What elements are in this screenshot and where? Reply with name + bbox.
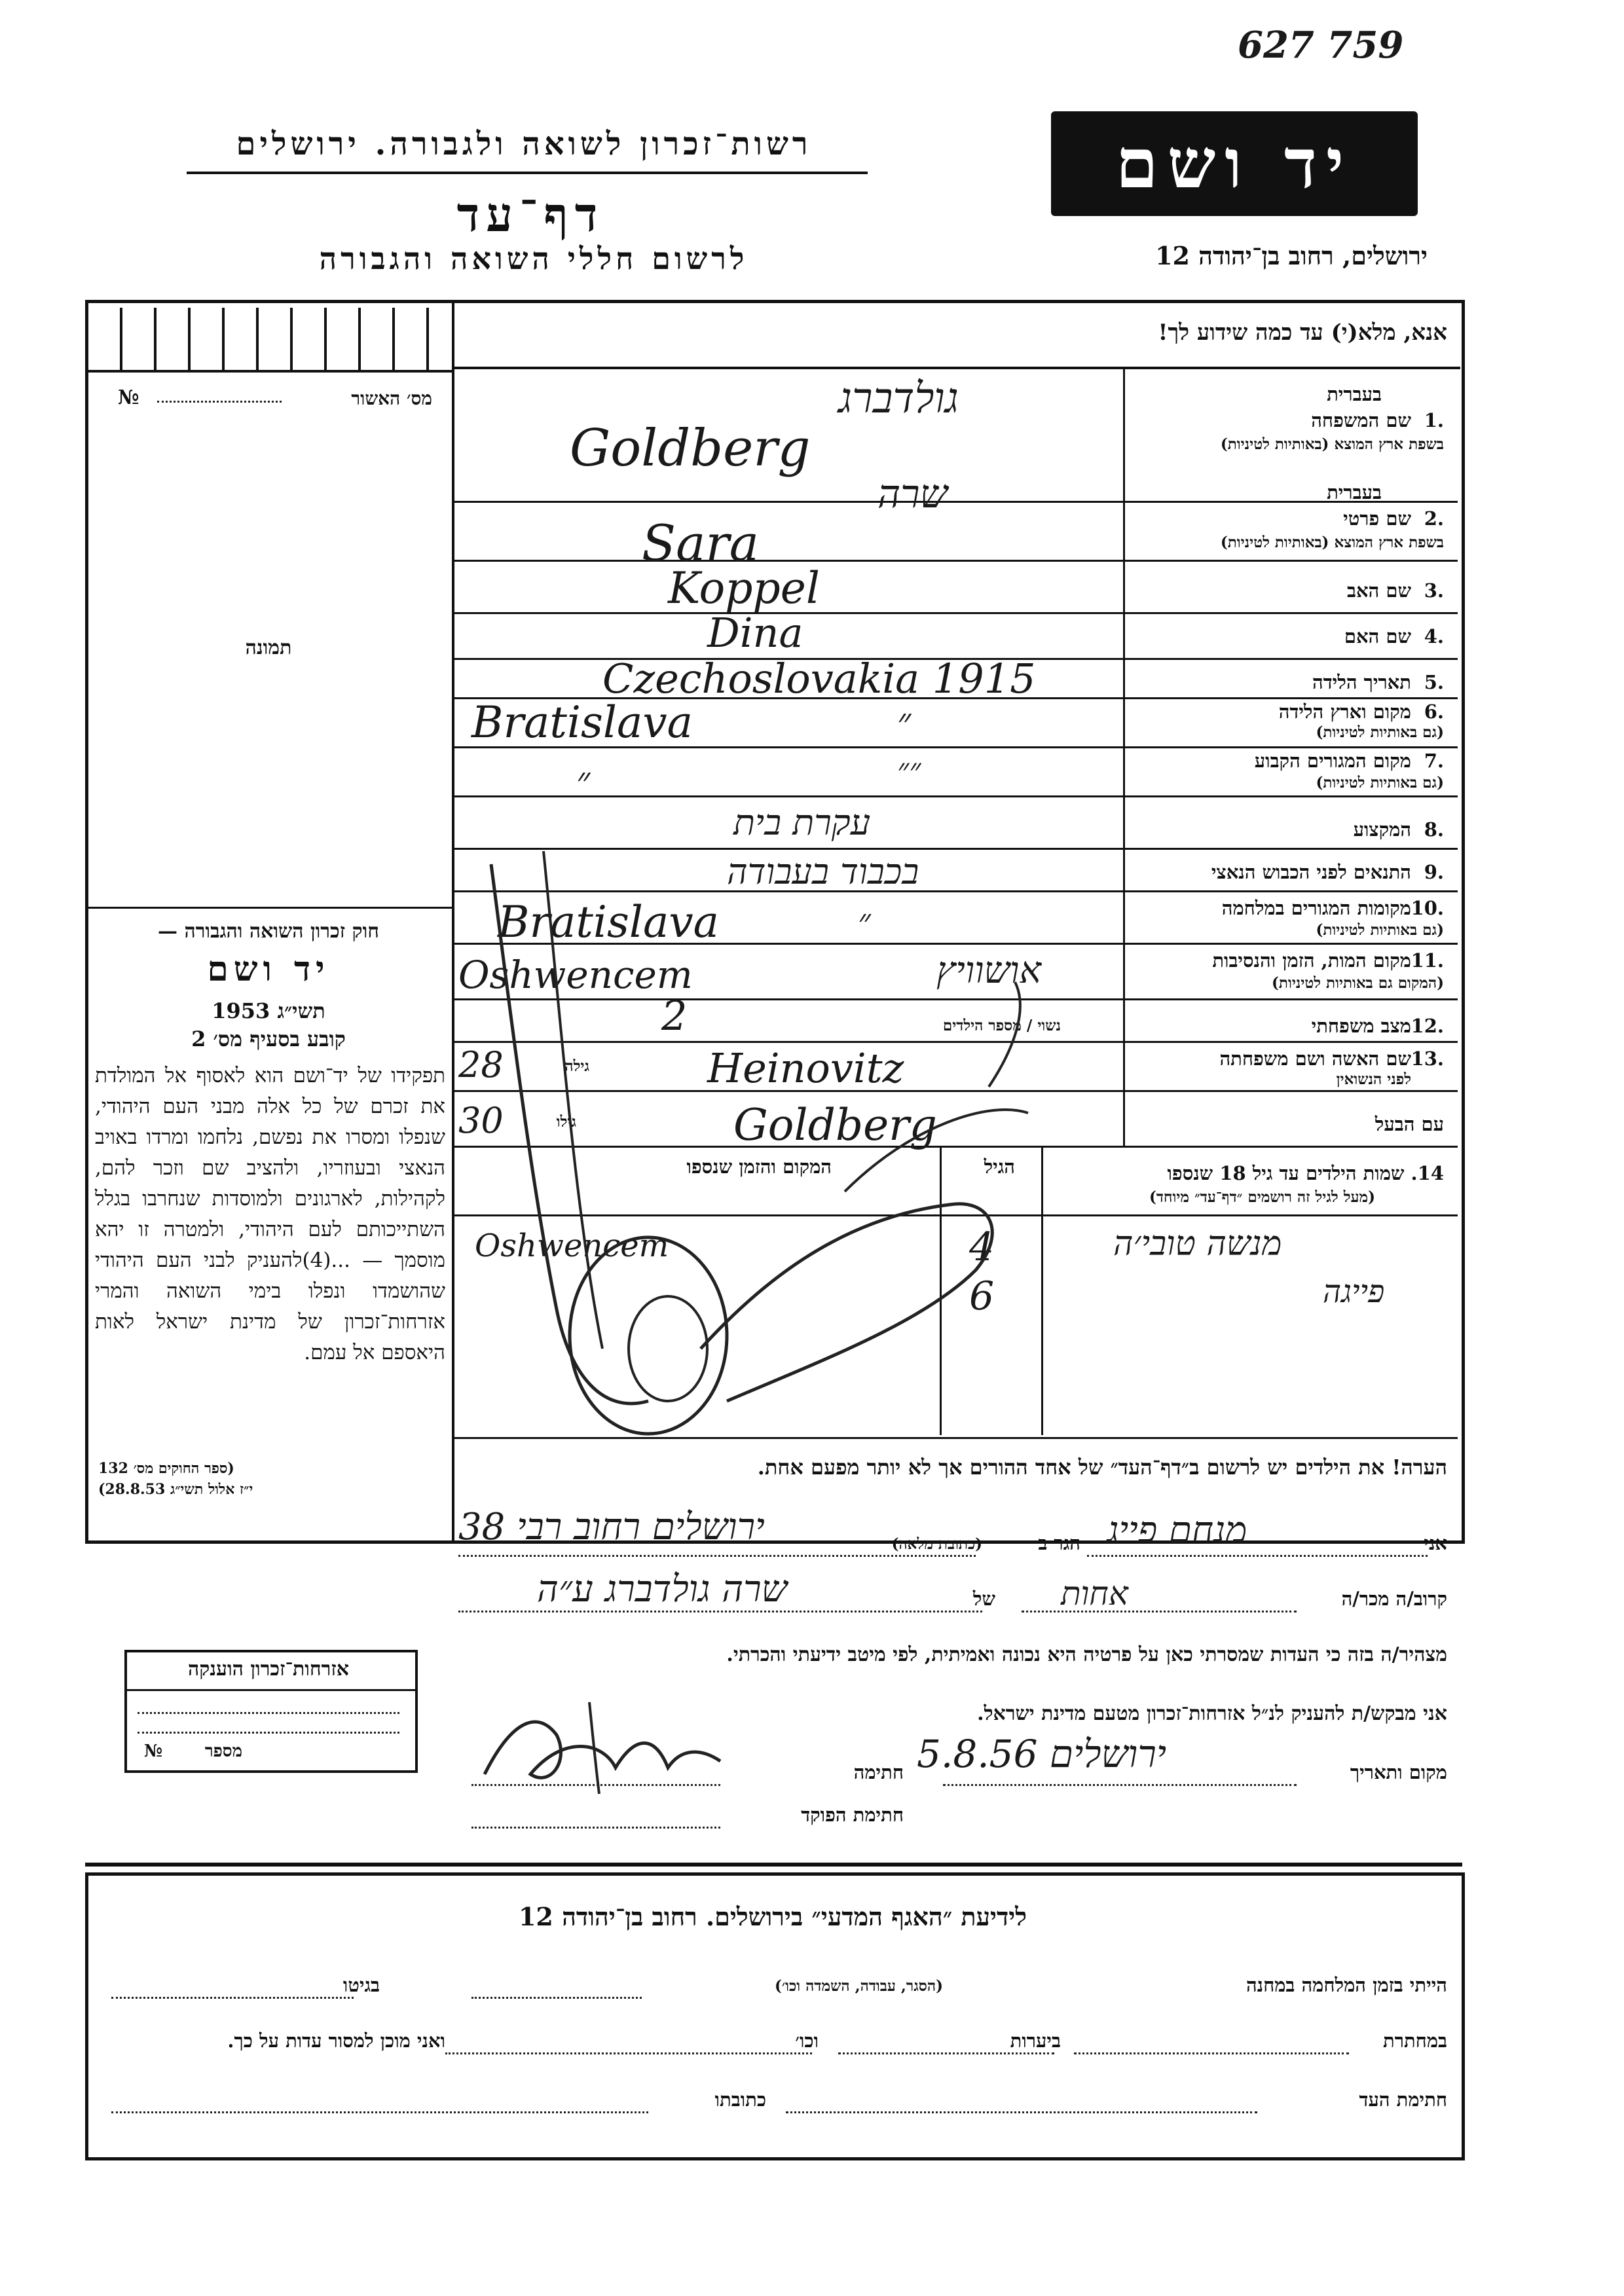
field-12-inline-label: נשוי / מספר הילדים <box>942 1017 1061 1034</box>
law-clause: קובע בסעיף מס׳ 2 <box>191 1027 346 1051</box>
children-subtitle: (מעל לגיל זה רושמים ״דף־עד״ מיוחד) <box>1149 1188 1375 1206</box>
form-subtitle: לרשום חללי השואה והגבורה <box>319 241 748 276</box>
authority-title: רשות־זכרון לשואה ולגבורה. ירושלים <box>236 126 812 162</box>
field-13-age[interactable]: 28 <box>458 1044 504 1085</box>
field-13-value[interactable]: Heinovitz <box>707 1044 904 1092</box>
field-7-sub: (גם באותיות לטיניות) <box>1316 774 1444 792</box>
footer-witness-signature-field[interactable] <box>786 2111 1257 2113</box>
field-11-value-he[interactable]: אושוויץ <box>936 949 1042 992</box>
citizenship-no-label: № <box>144 1741 163 1761</box>
authority-underline <box>187 172 868 174</box>
field-11-sub: (המקום גם באותיות לטיניות) <box>1272 974 1444 992</box>
field-7-label: מקום המגורים הקבוע <box>1254 750 1411 772</box>
decl-address-line[interactable] <box>458 1555 976 1557</box>
decl-resides-hint: (כתובת מלאה) <box>891 1535 982 1553</box>
field-12-value[interactable]: 2 <box>661 992 688 1040</box>
row-sep <box>454 795 1458 797</box>
decl-request: אני מבקש/ת להעניק לנ״ל אזרחות־זכרון מטעם מדינת ישראל. <box>977 1702 1447 1725</box>
label-column-divider <box>1123 368 1125 1147</box>
logo-text: יד ושם <box>1115 123 1354 204</box>
decl-resides-label: הגר ב <box>1038 1532 1080 1554</box>
decl-place-date-value[interactable]: ירושלים 5.8.56 <box>917 1732 1167 1776</box>
law-citation-date: י״ז אלול תשי״ג 28.8.53) <box>98 1481 253 1498</box>
field-13-age-label: גילה <box>564 1057 589 1075</box>
field-2-value-he[interactable]: שרה <box>877 471 948 517</box>
row-sep <box>454 560 1458 562</box>
footer-line2-b: ביערות <box>1010 2030 1061 2052</box>
field-2-value[interactable]: Sara <box>642 514 760 572</box>
footer-line1-field[interactable] <box>471 1997 642 1999</box>
spouse-age[interactable]: 30 <box>458 1100 504 1141</box>
row-sep <box>454 848 1458 850</box>
field-5-value[interactable]: Czechoslovakia 1915 <box>602 655 1036 702</box>
law-body: תפקידו של יד־ושם הוא לאסוף אל המולדת את זכרם של כל אלה מבני העם היהודי, שנפלו ומסרו את נפשם, נלחמו ומרדו באויב הנאצי ובעוזריו, ולהציב שם וזכר להם, לקהילות, לארגונים ולמוסדות שנחרבו בגלל השתייכותם לעם היהודי, ולמטרה זו יהא מוסמך — ...(4)להעניק לבני העם היהודי שהושמדו ונפלו בימי השואה והמרי אזרחות־זכרון של מדינת ישראל לאות היאספם אל עמם. <box>95 1064 445 1364</box>
field-11-label: מקום המות, הזמן והנסיבות <box>1212 949 1411 972</box>
field-13-label: שם האשה ושם משפחתה <box>1219 1048 1411 1070</box>
field-4-value[interactable]: Dina <box>707 609 803 657</box>
field-7-value[interactable]: ״ <box>576 759 591 802</box>
children-age-header: הגיל <box>984 1156 1015 1178</box>
law-year: תשי״ג 1953 <box>212 998 325 1023</box>
law-title: חוק זכרון השואה והגבורה — <box>158 920 379 943</box>
footer-line3-b: כתובתו <box>714 2088 766 2111</box>
yad-vashem-logo <box>1051 111 1418 216</box>
field-12-label: מצב משפחתי <box>1311 1015 1411 1037</box>
field-5-num: 5. <box>1424 671 1444 693</box>
field-1-sub: בשפת ארץ המוצא (באותיות לטיניות) <box>1220 435 1444 453</box>
field-7-num: 7. <box>1424 750 1444 772</box>
intro-row-underline <box>452 367 1460 369</box>
field-8-label: המקצוע <box>1353 818 1411 841</box>
child-age[interactable]: 4 <box>969 1224 995 1270</box>
field-10-mark: ״ <box>858 902 871 941</box>
child-name[interactable]: פייגה <box>1323 1273 1385 1310</box>
decl-signature-label: חתימה <box>853 1761 904 1783</box>
field-2-hebrew-tag: בעברית <box>1327 481 1382 503</box>
field-7-mark: ״״ <box>897 752 921 788</box>
field-6-value[interactable]: Bratislava <box>471 697 693 748</box>
footer-line2-etc-field[interactable] <box>445 2052 812 2054</box>
citizenship-box-field[interactable] <box>138 1712 399 1714</box>
decl-of-label: של <box>972 1588 995 1610</box>
field-10-sub: (גם באותיות לטיניות) <box>1316 921 1444 939</box>
footer-line1-ghetto-field[interactable] <box>111 1997 354 1999</box>
child-place[interactable]: Oshwencem <box>475 1228 669 1264</box>
footer-line3-a: חתימת העד <box>1359 2088 1447 2111</box>
field-12-num: 12. <box>1411 1015 1444 1037</box>
field-1-label: שם המשפחה <box>1311 409 1411 431</box>
field-3-num: 3. <box>1424 579 1444 602</box>
stamp-number: 627 759 <box>1238 24 1404 67</box>
field-3-value[interactable]: Koppel <box>668 563 820 613</box>
field-1-num: 1. <box>1424 409 1444 431</box>
witness-signature <box>458 1696 733 1800</box>
child-name[interactable]: מנשה טובי׳ה <box>1113 1224 1282 1264</box>
field-8-value[interactable]: עקרת בית <box>733 802 871 843</box>
field-2-label: שם פרטי <box>1343 507 1411 530</box>
photo-label: תמונה <box>245 636 292 659</box>
field-9-label: התנאים לפני הכבוש הנאצי <box>1211 861 1411 883</box>
law-org: יד ושם <box>207 949 330 989</box>
decl-place-date-line[interactable] <box>943 1784 1297 1786</box>
field-13-sub: לפני הנשואין <box>1336 1070 1411 1088</box>
approval-field[interactable] <box>157 401 282 403</box>
law-citation: (ספר החוקים מס׳ 132 <box>98 1460 234 1477</box>
children-place-header: המקום והזמן שנספו <box>686 1156 832 1178</box>
field-10-label: מקומות המגורים במלחמה <box>1221 897 1411 919</box>
decl-of-value[interactable]: שרה גולדברג ע״ה <box>537 1568 788 1611</box>
field-1-hebrew-tag: בעברית <box>1327 383 1382 405</box>
row-sep <box>454 501 1458 503</box>
decl-official-signature-line[interactable] <box>471 1827 720 1829</box>
decl-of-line[interactable] <box>458 1611 982 1613</box>
spouse-value[interactable]: Goldberg <box>733 1100 937 1150</box>
field-2-num: 2. <box>1424 507 1444 530</box>
footer-line2-d: ואני מוכן למסור עדות על כך. <box>227 2030 445 2052</box>
field-5-label: תאריך הלידה <box>1312 671 1411 693</box>
footer-line2-c: וכו׳ <box>795 2030 819 2052</box>
footer-line1-a: הייתי בזמן המלחמה במחנה <box>1246 1974 1447 1996</box>
field-3-label: שם האב <box>1346 579 1411 602</box>
spouse-label: עם הבעל <box>1375 1113 1444 1135</box>
decl-place-date-label: מקום ותאריך <box>1350 1761 1447 1783</box>
field-4-label: שם האם <box>1344 625 1411 647</box>
note-text: הערה! את הילדים יש לרשום ב״דף־העד״ של אחד ההורים אך לא יותר מפעם אחת. <box>757 1455 1447 1480</box>
footer-line1-b: בגיטו <box>342 1974 380 1996</box>
footer-line2-forest-field[interactable] <box>838 2052 1054 2054</box>
citizenship-number-label: מספר <box>204 1741 242 1761</box>
footer-top-line <box>85 1863 1462 1867</box>
approval-no-label: № <box>118 386 139 409</box>
field-1-value-he[interactable]: גולדברג <box>838 374 959 423</box>
form-title: דף־עד <box>456 187 604 242</box>
field-6-sub: (גם באותיות לטיניות) <box>1316 723 1444 741</box>
field-11-num: 11. <box>1411 949 1444 972</box>
field-4-num: 4. <box>1424 625 1444 647</box>
field-10-value[interactable]: Bratislava <box>498 897 719 947</box>
decl-relation-value[interactable]: אחות <box>1061 1575 1128 1613</box>
approval-boxes <box>88 308 452 373</box>
field-6-num: 6. <box>1424 701 1444 723</box>
citizenship-box-field[interactable] <box>138 1732 399 1734</box>
citizenship-box-line <box>127 1689 415 1691</box>
footer-heading: לידיעת ״האגף המדעי״ בירושלים. רחוב בן־יהודה 12 <box>518 1902 1027 1931</box>
approval-label: מס׳ האשור <box>351 388 432 409</box>
spouse-age-label: גילו <box>556 1113 576 1131</box>
row-sep <box>454 612 1458 614</box>
field-8-num: 8. <box>1424 818 1444 841</box>
decl-i-line[interactable] <box>1087 1555 1428 1557</box>
children-title: 14. שמות הילדים עד גיל 18 שנספו <box>1167 1162 1444 1184</box>
field-1-value[interactable]: Goldberg <box>570 419 811 478</box>
field-6-mark: ״ <box>897 701 912 743</box>
footer-line1-hint: (הסגר, עבודה, השמדה וכו׳) <box>774 1977 943 1995</box>
left-col-sep <box>88 907 452 909</box>
decl-i-value[interactable]: מנחם פייג <box>1107 1509 1247 1552</box>
footer-address-field[interactable] <box>111 2111 648 2113</box>
field-2-sub: בשפת ארץ המוצא (באותיות לטיניות) <box>1220 534 1444 551</box>
decl-address-value[interactable]: ירושלים רחוב רבי 38 <box>458 1506 765 1548</box>
footer-line2-field[interactable] <box>1074 2052 1349 2054</box>
decl-official-signature-label: חתימת הפוקד <box>801 1804 904 1826</box>
children-col-sep <box>1041 1147 1043 1435</box>
citizenship-box-title: אזרחות־זכרון הוענקה <box>187 1658 350 1681</box>
header-address: ירושלים, רחוב בן־יהודה 12 <box>1155 241 1428 270</box>
decl-statement: מצהיר/ה בזה כי העדות שמסרתי כאן על פרטיה היא נכונה ואמיתית, לפי מיטב ידיעתי והכרתי. <box>726 1643 1447 1666</box>
field-10-num: 10. <box>1411 897 1444 919</box>
field-6-label: מקום וארץ הלידה <box>1278 701 1411 723</box>
handwritten-scribbles <box>452 851 1041 1440</box>
decl-relative-label: קרוב/ה מכר/ה <box>1341 1588 1447 1610</box>
footer-line2-a: במחתרת <box>1383 2030 1447 2052</box>
child-age[interactable]: 6 <box>969 1273 995 1319</box>
intro-text: אנא, מלא(י) עד כמה שידוע לך! <box>1158 319 1447 346</box>
field-13-num: 13. <box>1411 1048 1444 1070</box>
field-9-num: 9. <box>1424 861 1444 883</box>
field-9-value[interactable]: בכבוד בעבודה <box>727 851 919 892</box>
decl-i-label: אני <box>1424 1532 1447 1554</box>
field-11-value[interactable]: Oshwencem <box>458 953 693 997</box>
